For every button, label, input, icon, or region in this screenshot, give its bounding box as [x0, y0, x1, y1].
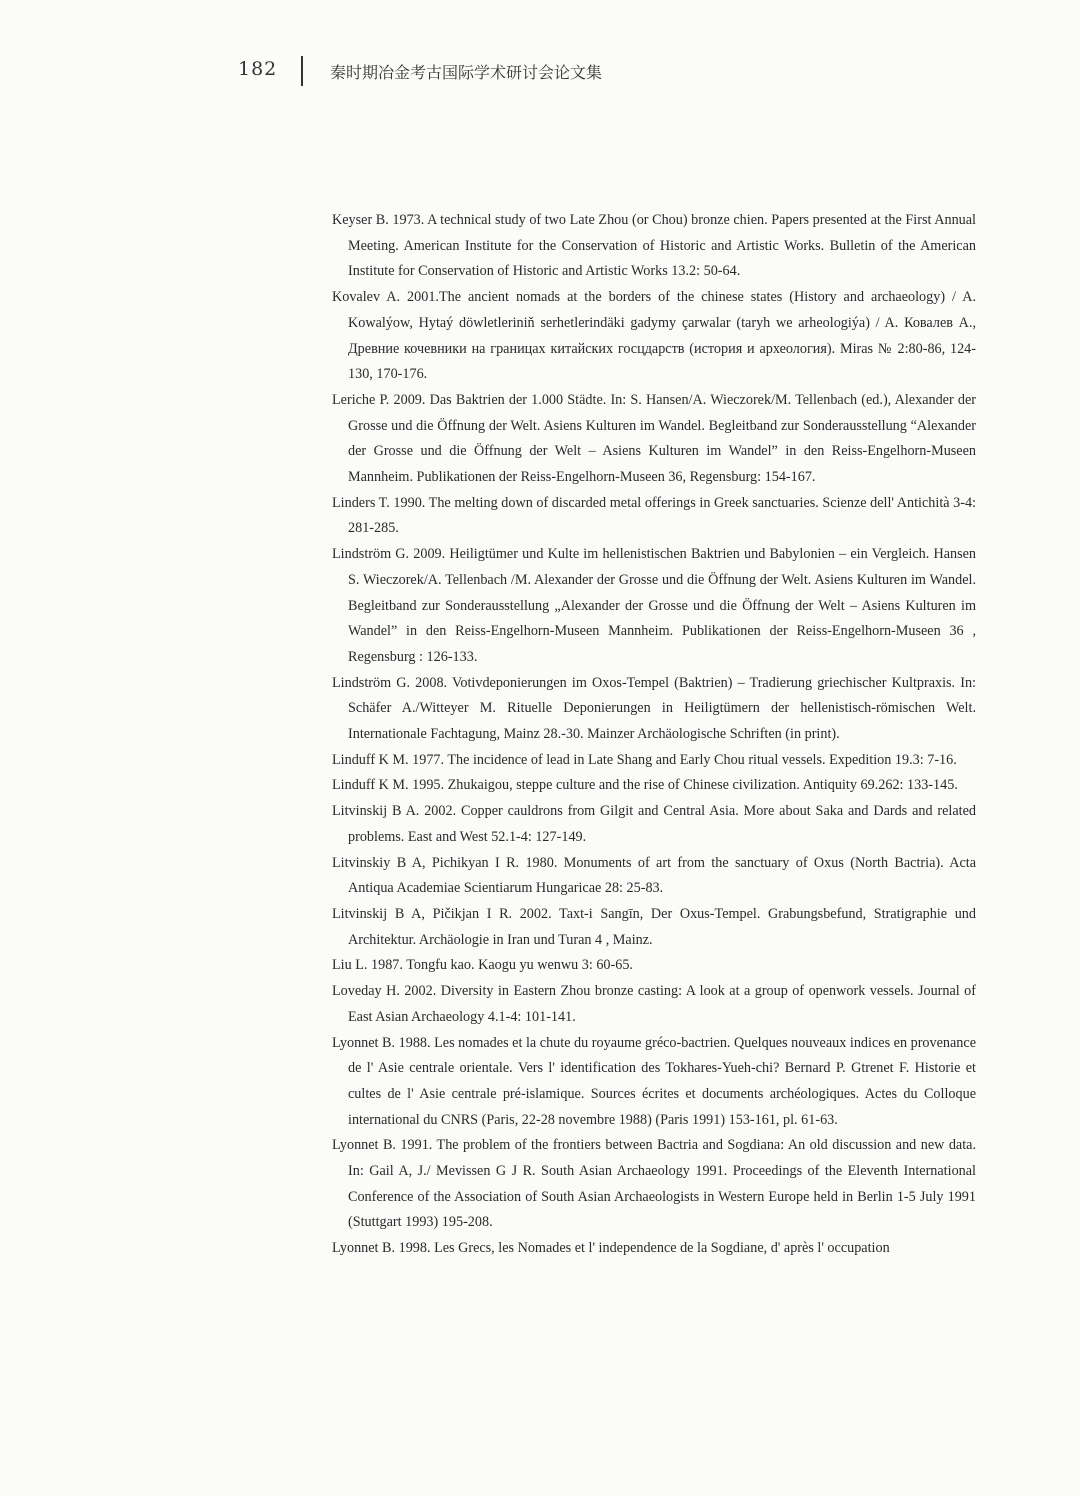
- page-number: 182: [238, 58, 278, 80]
- reference-entry: Litvinskij B A. 2002. Copper cauldrons from Gilgit and Central Asia. More about Saka and Dards and related problems. East and West 52.1-4: 127-149.: [332, 803, 976, 845]
- page-header: [0, 0, 1080, 110]
- reference-entry: Lyonnet B. 1991. The problem of the frontiers between Bactria and Sogdiana: An old discussion and new data. In: Gail A, J./ Mevissen G J R. South Asian Archaeology 1991. Proceedings of the Eleventh International Conference of the Association of South Asian Archaeologists in Western Europe held in Berlin 1-5 July 1991 (Stuttgart 1993) 195-208.: [332, 1137, 976, 1231]
- reference-entry: Linduff K M. 1977. The incidence of lead in Late Shang and Early Chou ritual vessels. Expedition 19.3: 7-16.: [332, 751, 957, 768]
- reference-entry: Lyonnet B. 1988. Les nomades et la chute du royaume gréco-bactrien. Quelques nouveaux indices en provenance de l' Asie centrale orientale. Vers l' identification des Tokhares-Yueh-chi? Bernard P. Gtrenet F. Historie et cultes de l' Asie centrale pré-islamique. Sources écrites et documents archéologiques. Actes du Colloque international du CNRS (Paris, 22-28 novembre 1988) (Paris 1991) 153-161, pl. 61-63.: [332, 1034, 976, 1128]
- reference-list: [332, 208, 976, 1262]
- reference-entry: Loveday H. 2002. Diversity in Eastern Zhou bronze casting: A look at a group of openwork vessels. Journal of East Asian Archaeology 4.1-4: 101-141.: [332, 983, 976, 1025]
- reference-entry: Keyser B. 1973. A technical study of two Late Zhou (or Chou) bronze chien. Papers presented at the First Annual Meeting. American Institute for the Conservation of Historic and Artistic Works. Bulletin of the American Institute for Conservation of Historic and Artistic Works 13.2: 50-64.: [332, 212, 976, 280]
- reference-entry: Leriche P. 2009. Das Baktrien der 1.000 Städte. In: S. Hansen/A. Wieczorek/M. Tellenbach (ed.), Alexander der Grosse und die Öffnung der Welt. Asiens Kulturen im Wandel. Begleitband zur Sonderausstellung “Alexander der Grosse und die Öffnung der Welt – Asiens Kulturen im Wandel” in den Reiss-Engelhorn-Museen Mannheim. Publikationen der Reiss-Engelhorn-Museen 36, Regensburg: 154-167.: [332, 391, 976, 486]
- reference-entry: Litvinskij B A, Pičikjan I R. 2002. Taxt-i Sangīn, Der Oxus-Tempel. Grabungsbefund, Stratigraphie und Architektur. Archäologie in Iran und Turan 4 , Mainz.: [332, 905, 976, 948]
- header-divider: [301, 56, 303, 86]
- reference-entry: Lindström G. 2009. Heiligtümer und Kulte im hellenistischen Baktrien und Babylonien – ein Vergleich. Hansen S. Wieczorek/A. Tellenbach /M. Alexander der Grosse und die Öffnung der Welt. Asiens Kulturen im Wandel. Begleitband zur Sonderausstellung „Alexander der Grosse und die Öffnung der Welt – Asiens Kulturen im Wandel” in den Reiss-Engelhorn-Museen Mannheim. Publikationen der Reiss-Engelhorn-Museen 36 , Regensburg : 126-133.: [332, 546, 976, 665]
- reference-entry: Lindström G. 2008. Votivdeponierungen im Oxos-Tempel (Baktrien) – Tradierung griechischer Kultpraxis. In: Schäfer A./Witteyer M. Rituelle Deponierungen in Heiligtümern der hellenistisch-römischen Welt. Internationale Fachtagung, Mainz 28.-30. Mainzer Archäologische Schriften (in print).: [332, 674, 976, 743]
- reference-entry: Linduff K M. 1995. Zhukaigou, steppe culture and the rise of Chinese civilization. Antiquity 69.262: 133-145.: [332, 777, 958, 794]
- reference-entry: Liu L. 1987. Tongfu kao. Kaogu yu wenwu 3: 60-65.: [332, 957, 633, 974]
- journal-title: 秦时期冶金考古国际学术研讨会论文集: [330, 63, 603, 82]
- reference-entry: Litvinskiy B A, Pichikyan I R. 1980. Monuments of art from the sanctuary of Oxus (North Bactria). Acta Antiqua Academiae Scientiarum Hungaricae 28: 25-83.: [332, 854, 976, 897]
- reference-entry: Linders T. 1990. The melting down of discarded metal offerings in Greek sanctuaries. Scienze dell' Antichità 3-4: 281-285.: [332, 494, 976, 537]
- reference-entry: Lyonnet B. 1998. Les Grecs, les Nomades et l' independence de la Sogdiane, d' après l' occupation: [332, 1240, 890, 1257]
- reference-entry: Kovalev A. 2001.The ancient nomads at the borders of the chinese states (History and archaeology) / A. Kowalýow, Hytaý döwletleriniň serhetlerindäki gadymy çarwalar (taryh we arheologiýa) / A. Ковалев А., Древние кочевники на границах китайских госцдарств (история и археология). Miras № 2:80-86, 124-130, 170-176.: [332, 289, 977, 383]
